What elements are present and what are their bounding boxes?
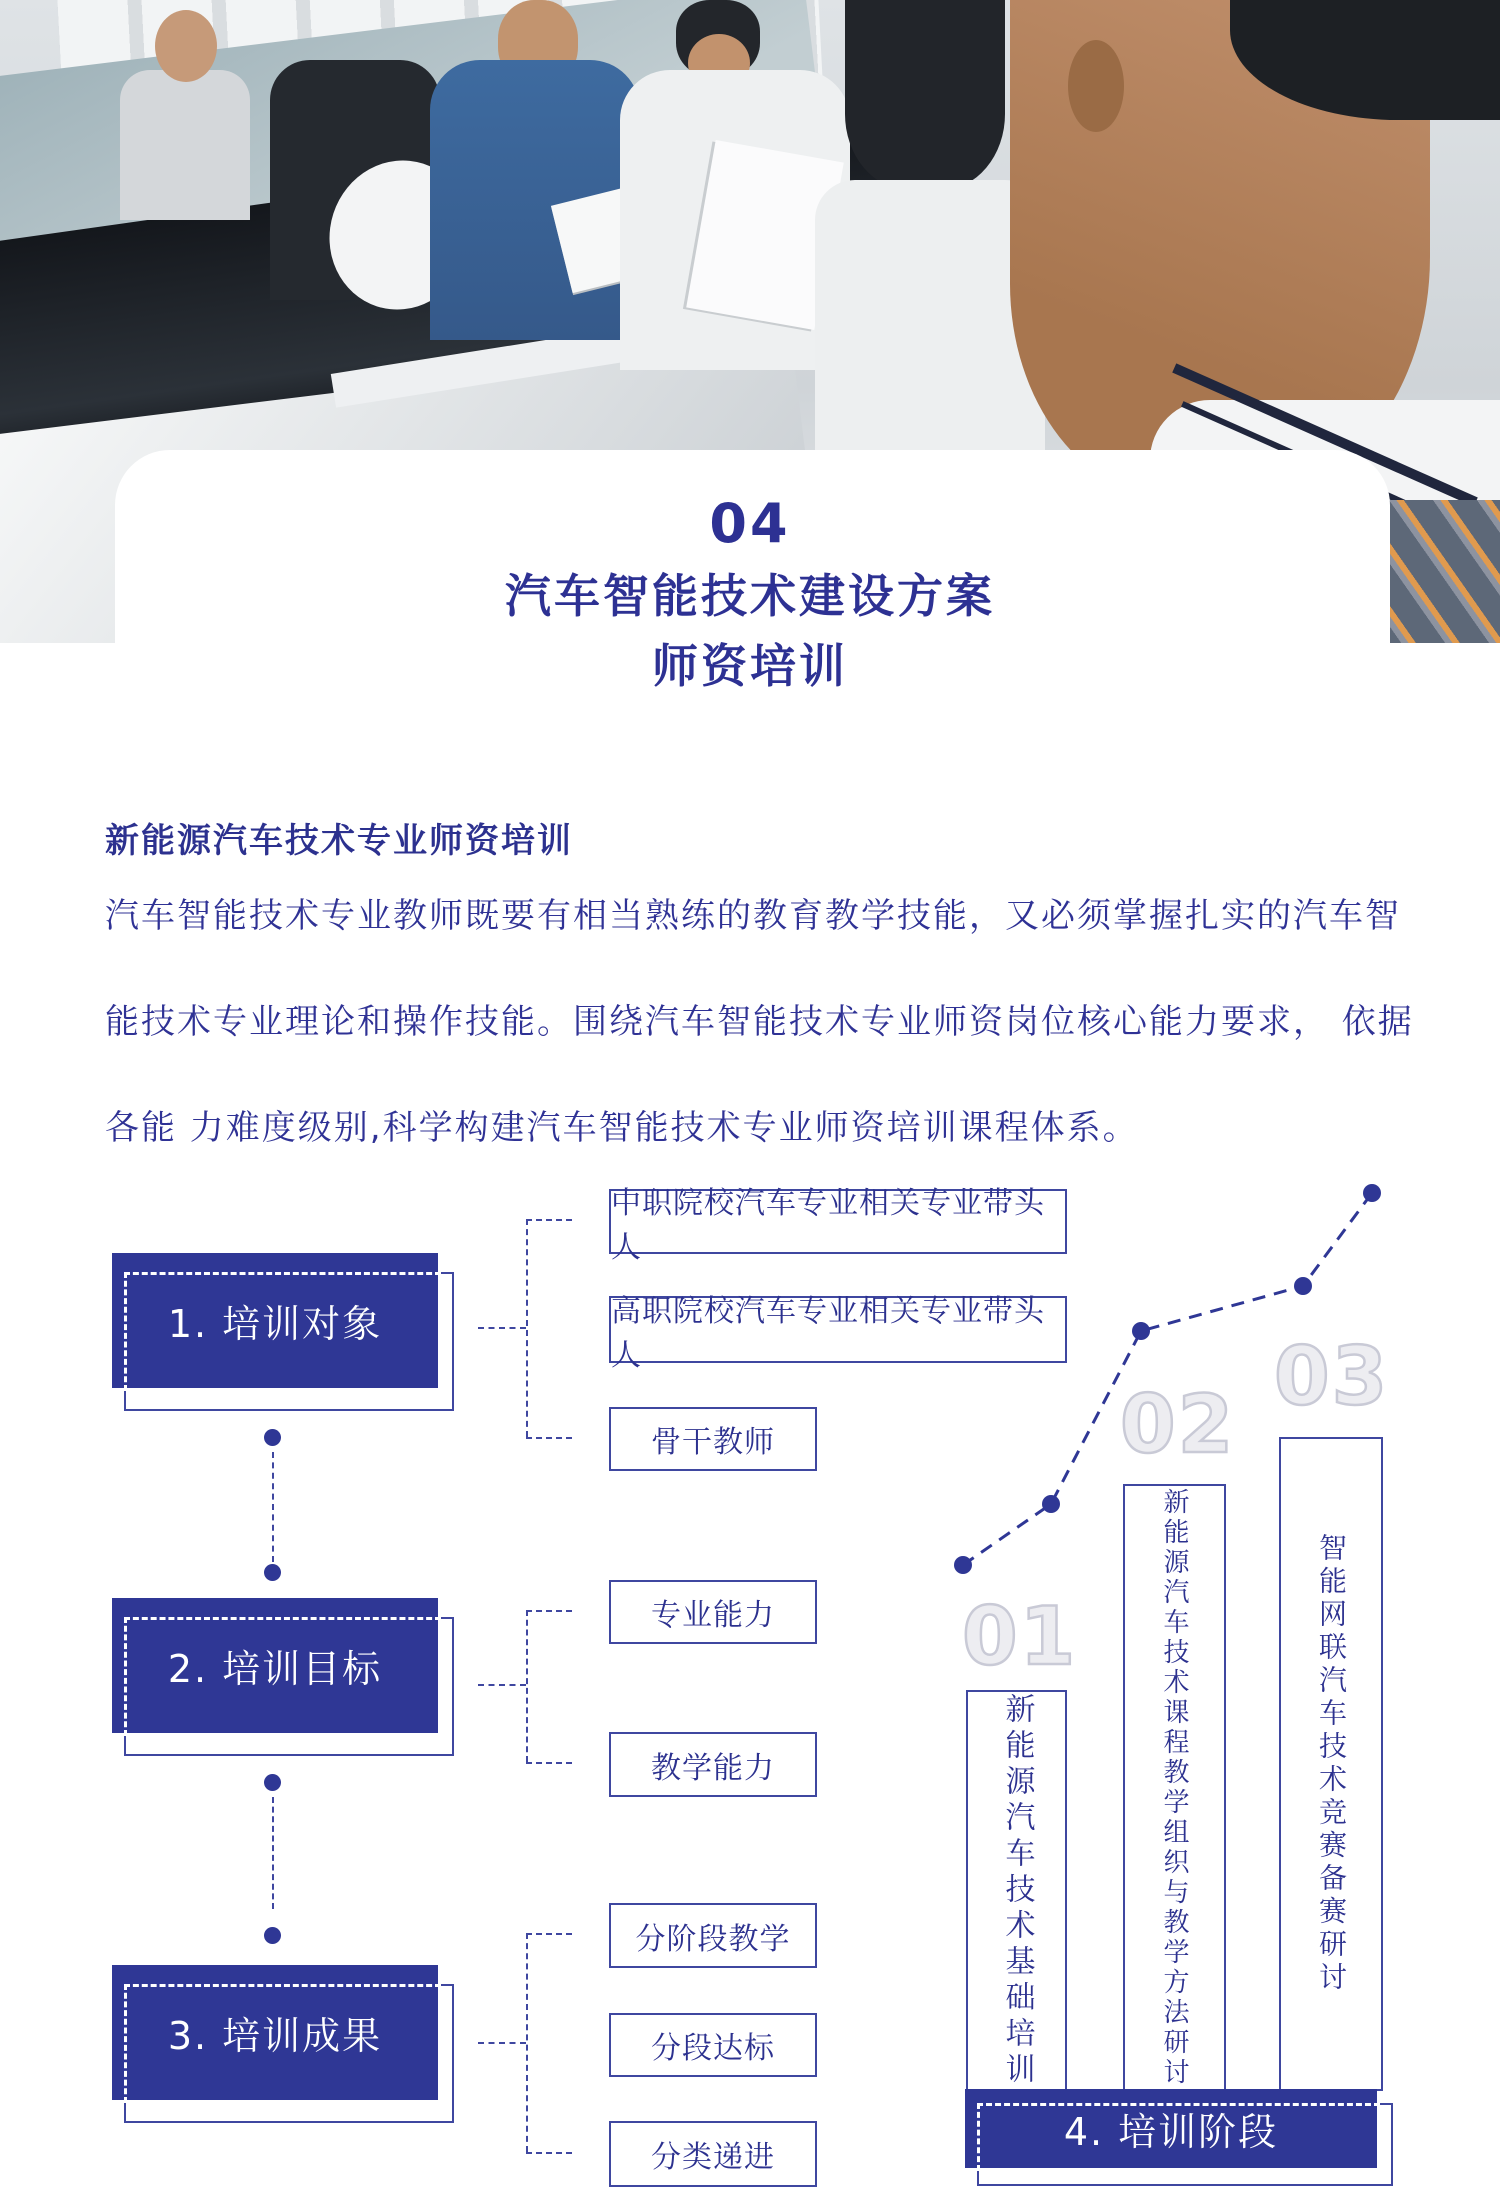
flow-line-1 — [272, 1452, 274, 1562]
section3-item1: 分阶段教学 — [609, 1903, 817, 1968]
section2-item2: 教学能力 — [609, 1732, 817, 1797]
section1-item3: 骨干教师 — [609, 1407, 817, 1471]
flow-dot-4 — [264, 1927, 281, 1944]
stage4-dash-accent — [977, 2103, 1380, 2171]
stage-bar-2-label: 新能源汽车技术课程教学组织与教学方法研讨 — [1159, 1487, 1189, 2088]
photo-person-back — [120, 70, 250, 220]
stage-bar-3 — [1279, 1437, 1383, 2091]
stage-bar-3-label: 智能网联汽车技术竞赛备赛研讨 — [1315, 1533, 1348, 1995]
flow-dot-3 — [264, 1774, 281, 1791]
section3-dash-accent — [124, 1984, 441, 2103]
section1-bracket-bottom-stub — [526, 1437, 572, 1439]
section3-item3: 分类递进 — [609, 2121, 817, 2187]
stage-bar-1-label: 新能源汽车技术基础培训 — [999, 1692, 1035, 2089]
stage-bar-2 — [1123, 1484, 1226, 2091]
stage4-bar: 4. 培训阶段 — [965, 2089, 1377, 2168]
section1-box: 1. 培训对象 — [112, 1253, 438, 1388]
intro-heading: 新能源汽车技术专业师资培训 — [105, 821, 573, 861]
intro-line3: 各能 力难度级别,科学构建汽车智能技术专业师资培训课程体系。 — [105, 1108, 1139, 1148]
photo-foreground-ear — [1068, 40, 1124, 132]
intro-line1: 汽车智能技术专业教师既要有相当熟练的教育教学技能，又必须掌握扎实的汽车智 — [105, 896, 1401, 936]
section3-bracket-bottom-stub — [526, 2152, 572, 2154]
section1-item1: 中职院校汽车专业相关专业带头人 — [609, 1189, 1067, 1254]
section3-bracket-top-stub — [526, 1933, 572, 1935]
section3-item2: 分段达标 — [609, 2013, 817, 2077]
section3-bracket — [526, 1933, 528, 2152]
page-title-line2: 师资培训 — [652, 639, 848, 693]
section1-bracket-top-stub — [526, 1219, 572, 1221]
section2-connector-stub — [478, 1684, 526, 1686]
section1-dash-accent — [124, 1272, 441, 1391]
stage-number-02: 02 — [1120, 1378, 1236, 1471]
section1-connector-stub — [478, 1327, 526, 1329]
flow-line-2 — [272, 1797, 274, 1909]
photo-person-mid-hair — [845, 0, 1005, 190]
section2-dash-accent — [124, 1617, 441, 1736]
flow-dot-2 — [264, 1564, 281, 1581]
stage-number-03: 03 — [1274, 1330, 1390, 1423]
section2-box: 2. 培训目标 — [112, 1598, 438, 1733]
section2-bracket-bottom-stub — [526, 1762, 572, 1764]
section1-item2: 高职院校汽车专业相关专业带头人 — [609, 1296, 1067, 1363]
section3-box: 3. 培训成果 — [112, 1965, 438, 2100]
section3-connector-stub — [478, 2042, 526, 2044]
stage-number-01: 01 — [962, 1590, 1078, 1683]
section2-bracket — [526, 1610, 528, 1762]
flow-dot-1 — [264, 1429, 281, 1446]
photo-person-back-head — [155, 10, 217, 82]
page-title-line1: 汽车智能技术建设方案 — [505, 569, 995, 623]
intro-line2: 能技术专业理论和操作技能。围绕汽车智能技术专业师资岗位核心能力要求， 依据 — [105, 1002, 1414, 1042]
section2-bracket-top-stub — [526, 1610, 572, 1612]
section2-item1: 专业能力 — [609, 1580, 817, 1644]
stage-bar-1 — [966, 1690, 1067, 2091]
section1-bracket — [526, 1219, 528, 1437]
section-number: 04 — [709, 492, 791, 555]
